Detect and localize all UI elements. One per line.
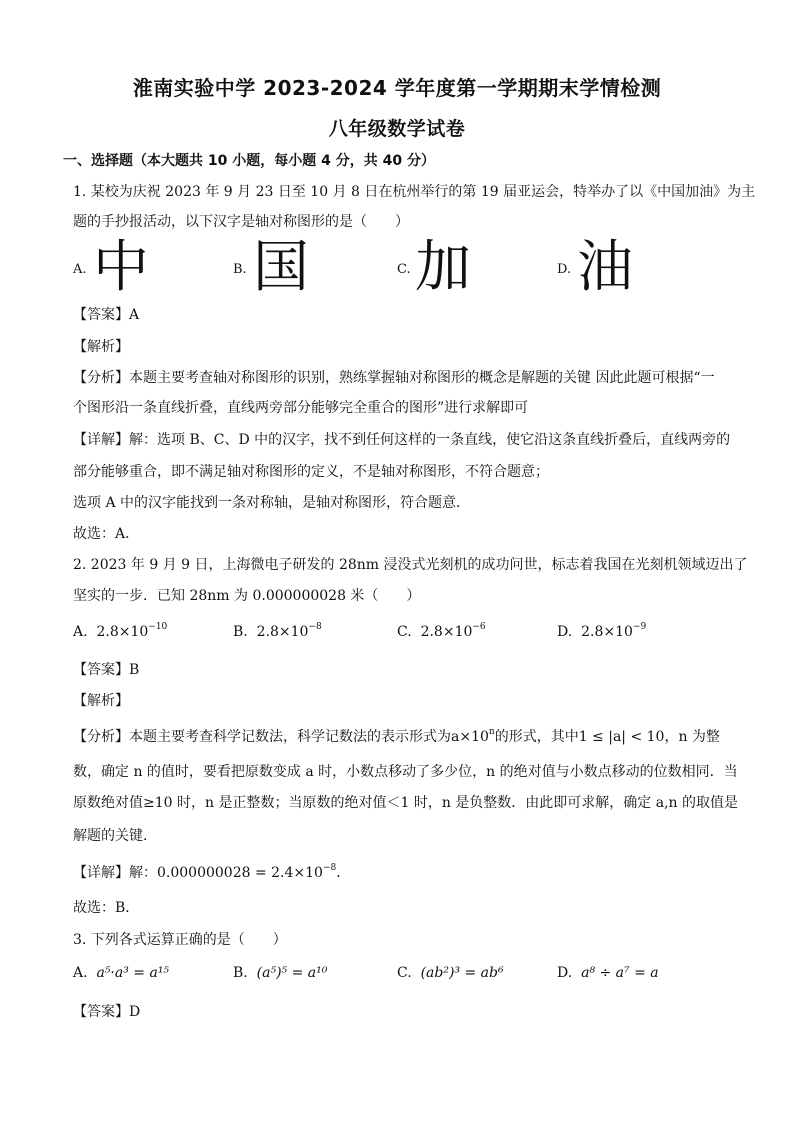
exam-subtitle: 八年级数学试卷 <box>328 118 466 140</box>
q1-option-d-char: 油 <box>577 235 633 300</box>
q1-answer-row <box>73 306 733 324</box>
q3-option-c-label: C. <box>397 965 412 981</box>
fenxi-tag: 【分析】 <box>73 729 129 745</box>
q2-fenxi-line1 <box>73 728 733 746</box>
q3-answer-row <box>73 1003 733 1021</box>
q1-stem-line1: 1. 某校为庆祝 2023 年 9 月 23 日至 10 月 8 日在杭州举行的第 19 届亚运会，特举办了以《中国加油》为主 <box>73 184 756 200</box>
q1-stem-line2: 题的手抄报活动，以下汉字是轴对称图形的是（ ） <box>73 214 409 230</box>
q3-option-c-text: (ab²)³ = ab⁶ <box>420 965 504 981</box>
q2-choose: 故选：B． <box>73 900 140 916</box>
q2-option-b-label: B. <box>233 624 248 640</box>
q2-fenxi-line2: 数，确定 n 的值时，要看把原数变成 a 时，小数点移动了多少位，n 的绝对值与小数点移动的位数相同．当 <box>73 764 738 780</box>
q2-option-a <box>73 624 167 640</box>
q1-option-a-label: A. <box>73 262 87 277</box>
q1-option-d-label: D. <box>557 262 572 277</box>
q3-option-b-label: B. <box>233 965 248 981</box>
q1-option-c-char: 加 <box>415 235 471 300</box>
q2-option-a-label: A. <box>73 624 88 640</box>
exam-title: 淮南实验中学 2023-2024 学年度第一学期期末学情检测 <box>132 76 662 100</box>
q2-option-a-exp: −10 <box>148 622 168 632</box>
q3-option-a-label: A. <box>73 965 88 981</box>
q1-option-c-label: C. <box>397 262 411 277</box>
q1-detail-line1 <box>73 431 733 449</box>
q3-option-a-text: a⁵·a³ = a¹⁵ <box>96 965 170 981</box>
q2-option-c-base: 2.8×10 <box>420 624 473 640</box>
q2-option-b-base: 2.8×10 <box>256 624 309 640</box>
q2-stem-line1: 2. 2023 年 9 月 9 日，上海微电子研发的 28nm 浸没式光刻机的成功问世，标志着我国在光刻机领域迈出了 <box>73 557 748 573</box>
q3-option-c <box>397 965 504 981</box>
q2-option-b-exp: −8 <box>308 622 322 632</box>
q2-detail-line <box>73 864 733 882</box>
fenxi-tag: 【分析】 <box>73 370 129 386</box>
q3-option-d-label: D. <box>557 965 573 981</box>
answer-tag: 【答案】 <box>73 307 129 323</box>
q2-fenxi-text-b: 的形式，其中 <box>494 729 579 745</box>
answer-tag: 【答案】 <box>73 1004 129 1020</box>
q3-option-a <box>73 965 169 981</box>
q2-option-a-base: 2.8×10 <box>96 624 149 640</box>
q2-detail-end: ． <box>336 865 351 881</box>
q2-fenxi-text-a: 本题主要考查科学记数法，科学记数法的表示形式为 <box>129 729 451 745</box>
q2-option-d-label: D. <box>557 624 573 640</box>
q2-fenxi-formula: a×10 <box>451 729 489 745</box>
q2-option-b <box>233 624 322 640</box>
q2-answer: B <box>129 662 140 678</box>
q1-answer: A <box>129 307 140 323</box>
q2-detail-formula: 解：0.000000028 = 2.4×10 <box>129 865 323 881</box>
q1-detail-line3: 选项 A 中的汉字能找到一条对称轴，是轴对称图形，符合题意． <box>73 495 471 511</box>
q3-option-b <box>233 965 327 981</box>
answer-tag: 【答案】 <box>73 662 129 678</box>
q2-option-d <box>557 624 646 640</box>
q2-fenxi-line3: 原数绝对值≥10 时，n 是正整数；当原数的绝对值＜1 时，n 是负整数．由此即可求解，确定 a,n 的取值是 <box>73 795 738 811</box>
q2-fenxi-text-c: ，n 为整 <box>664 729 720 745</box>
q3-answer: D <box>129 1004 141 1020</box>
q1-fenxi-text1: 本题主要考查轴对称图形的识别，熟练掌握轴对称图形的概念是解题的关键 因此此题可根据“一 <box>129 370 715 386</box>
q3-option-d-text: a⁸ ÷ a⁷ = a <box>581 965 659 981</box>
q2-stem-line2: 坚实的一步．已知 28nm 为 0.000000028 米（ ） <box>73 588 421 604</box>
q1-option-b-label: B. <box>233 262 247 277</box>
q3-option-d <box>557 965 659 981</box>
q1-choose: 故选：A． <box>73 526 140 542</box>
q2-option-d-base: 2.8×10 <box>581 624 633 640</box>
q2-option-c <box>397 624 486 640</box>
q1-option-b-char: 国 <box>253 235 309 300</box>
q2-fenxi-range: 1 ≤ |a| < 10 <box>578 729 665 745</box>
q1-option-a-char: 中 <box>93 235 149 300</box>
q3-option-b-text: (a⁵)⁵ = a¹⁰ <box>256 965 328 981</box>
q2-analysis-tag: 【解析】 <box>73 693 129 709</box>
q1-analysis-tag: 【解析】 <box>73 339 129 355</box>
q3-stem: 3. 下列各式运算正确的是（ ） <box>73 932 287 948</box>
q1-fenxi-line2: 个图形沿一条直线折叠，直线两旁部分能够完全重合的图形”进行求解即可 <box>73 400 529 416</box>
q1-detail-line2: 部分能够重合，即不满足轴对称图形的定义，不是轴对称图形，不符合题意； <box>73 464 549 480</box>
q2-option-d-exp: −9 <box>632 622 647 632</box>
q2-option-c-exp: −6 <box>472 622 486 632</box>
q2-fenxi-line4: 解题的关键． <box>73 828 157 844</box>
detail-tag: 【详解】 <box>73 432 129 448</box>
q2-option-c-label: C. <box>397 624 412 640</box>
q1-fenxi-line1 <box>73 369 733 387</box>
q2-fenxi-formula-exp: n <box>488 727 495 737</box>
detail-tag: 【详解】 <box>73 865 129 881</box>
section-heading: 一、选择题（本大题共 10 小题，每小题 4 分，共 40 分） <box>63 153 435 169</box>
q2-answer-row <box>73 661 733 679</box>
q2-detail-exp: −8 <box>322 863 337 873</box>
q1-detail-text1: 解：选项 B、C、D 中的汉字，找不到任何这样的一条直线，使它沿这条直线折叠后，直线两旁的 <box>129 432 731 448</box>
